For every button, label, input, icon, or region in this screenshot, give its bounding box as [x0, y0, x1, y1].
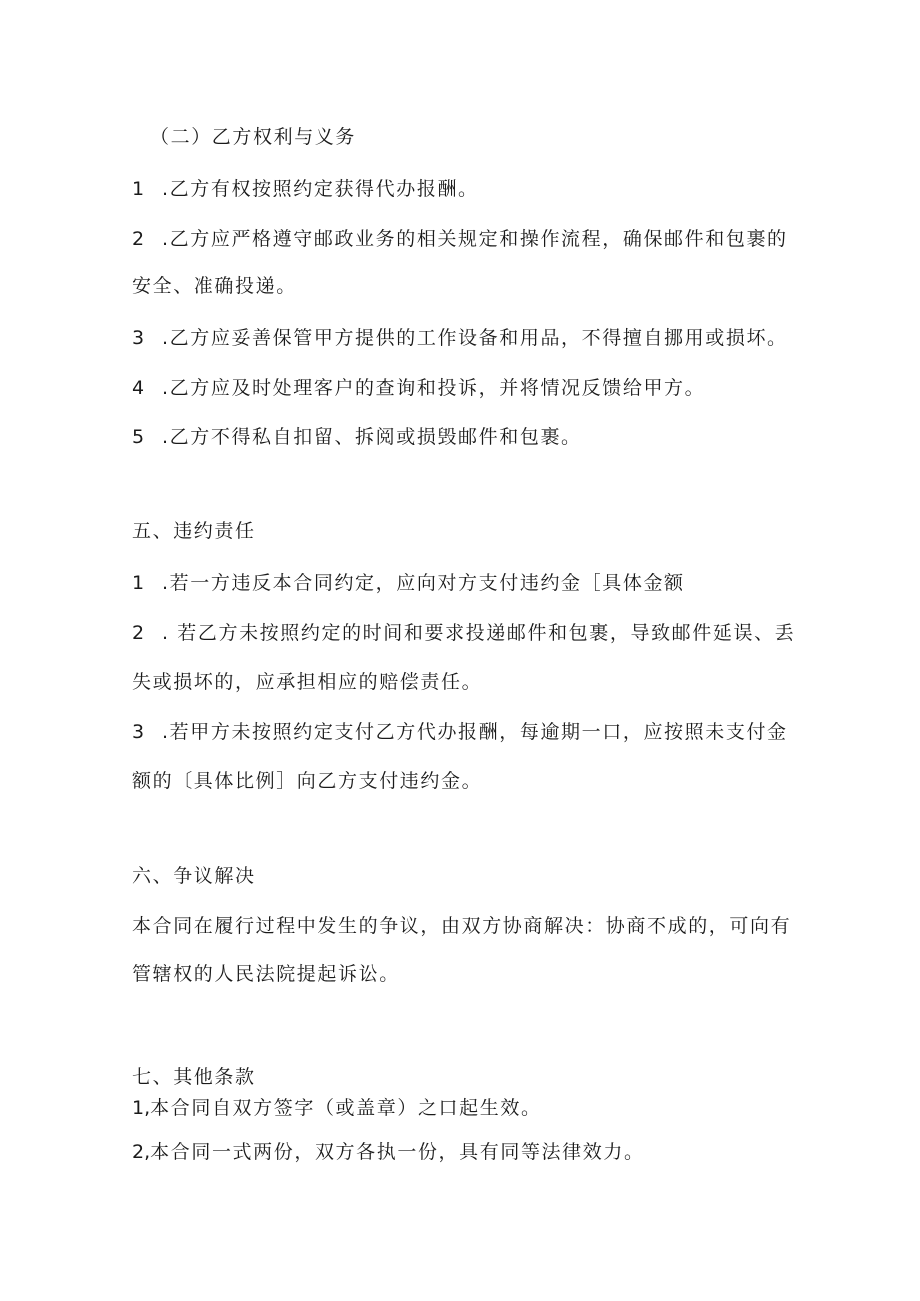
item-text: .乙方应及时处理客户的查询和投诉，并将情况反馈给甲方。	[162, 377, 706, 399]
section-6-line-2: 管辖权的人民法院提起诉讼。	[132, 963, 400, 985]
section-7-item-2	[132, 1140, 645, 1164]
item-number: 3	[132, 327, 145, 349]
item-number: 2,	[132, 1141, 151, 1163]
section-b-item-5	[132, 425, 582, 449]
section-6-line-1: 本合同在履行过程中发生的争议，由双方协商解决：协商不成的，可向有	[132, 915, 792, 937]
item-text: .乙方应妥善保管甲方提供的工作设备和用品，不得擅自挪用或损坏。	[162, 327, 788, 349]
item-number: 1	[132, 572, 145, 594]
section-b-item-2	[132, 227, 788, 251]
section-b-item-2-continuation: 安全、准确投递。	[132, 275, 297, 297]
item-text: .若甲方未按照约定支付乙方代办报酬，每逾期一口，应按照未支付金	[162, 721, 788, 743]
section-b-heading: （二）乙方权利与义务	[150, 126, 357, 148]
item-text: .乙方不得私自扣留、拆阅或损毁邮件和包裹。	[162, 426, 582, 448]
item-text: 本合同自双方签字（或盖章）之口起生效。	[150, 1097, 542, 1119]
item-text: .若一方违反本合同约定，应向对方支付违约金［具体金额	[162, 572, 685, 594]
section-5-item-1	[132, 571, 685, 595]
section-5-item-2	[132, 621, 795, 645]
item-text: .乙方应严格遵守邮政业务的相关规定和操作流程，确保邮件和包裹的	[162, 228, 788, 250]
section-5-heading: 五、违约责任	[132, 520, 256, 542]
item-number: 5	[132, 426, 145, 448]
item-text: .乙方有权按照约定获得代办报酬。	[162, 178, 479, 200]
section-6-heading: 六、争议解决	[132, 865, 256, 887]
section-7-item-1	[132, 1096, 542, 1120]
section-7-heading: 七、其他条款	[132, 1066, 256, 1088]
item-text: 本合同一式两份，双方各执一份，具有同等法律效力。	[150, 1141, 645, 1163]
section-5-item-3	[132, 720, 788, 744]
section-b-item-3	[132, 326, 788, 350]
section-5-item-3-continuation: 额的〔具体比例］向乙方支付违约金。	[132, 770, 483, 792]
item-text: . 若乙方未按照约定的时间和要求投递邮件和包裹，导致邮件延误、丢	[162, 622, 796, 644]
item-number: 2	[132, 228, 145, 250]
section-b-item-4	[132, 376, 705, 400]
item-number: 2	[132, 622, 145, 644]
item-number: 4	[132, 377, 145, 399]
section-b-item-1	[132, 177, 479, 201]
item-number: 3	[132, 721, 145, 743]
item-number: 1	[132, 178, 145, 200]
item-number: 1,	[132, 1097, 151, 1119]
section-5-item-2-continuation: 失或损坏的，应承担相应的赔偿责任。	[132, 671, 483, 693]
